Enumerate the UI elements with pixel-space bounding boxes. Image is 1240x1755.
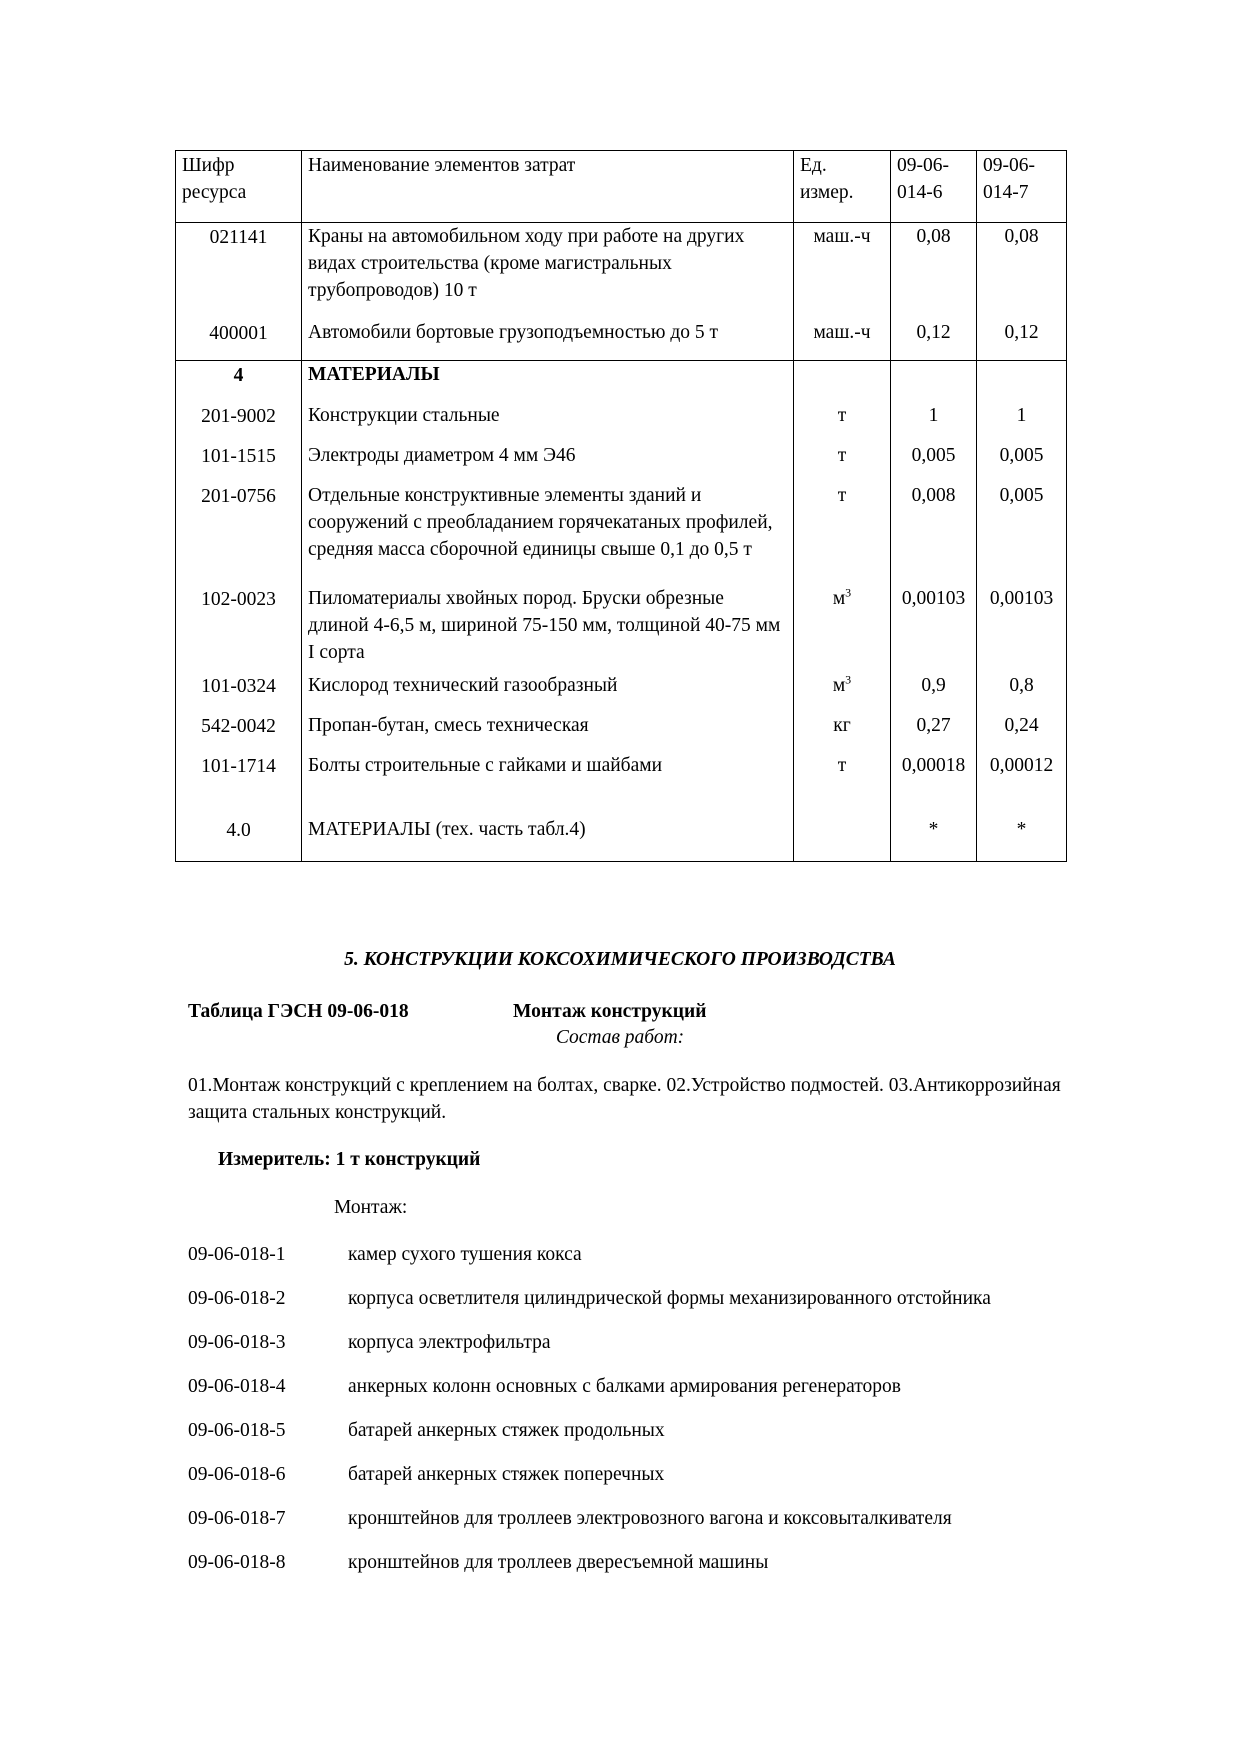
cell-name: МАТЕРИАЛЫ xyxy=(302,361,794,403)
cell-code: 201-9002 xyxy=(176,402,302,442)
cell-value-2: 0,005 xyxy=(977,442,1067,482)
cell-code: 4 xyxy=(176,361,302,403)
cell-name: Отдельные конструктивные элементы зданий и сооружений с преобладанием горячекатаных профилей, средняя масса сборочной единицы свыше 0,1 до 0,5 т xyxy=(302,482,794,585)
unit-superscript: 3 xyxy=(845,672,852,687)
cell-value-2: 0,00103 xyxy=(977,585,1067,672)
norm-item xyxy=(188,1417,1088,1461)
cell-value-1: 0,008 xyxy=(891,482,977,585)
cell-value-2: 0,00012 xyxy=(977,752,1067,816)
material-row xyxy=(176,442,1067,482)
norm-item-name: батарей анкерных стяжек продольных xyxy=(348,1420,665,1441)
cell-value-1: 0,12 xyxy=(891,319,977,361)
cell-unit: т xyxy=(794,442,891,482)
norm-item xyxy=(188,1549,1088,1593)
norm-item-code: 09-06-018-3 xyxy=(188,1332,286,1353)
norm-item-name: корпуса электрофильтра xyxy=(348,1332,551,1353)
header-unit: Ед. измер. xyxy=(794,151,891,223)
cell-code: 101-1714 xyxy=(176,752,302,816)
norm-item-code: 09-06-018-7 xyxy=(188,1508,286,1529)
table-id: Таблица ГЭСН 09-06-018 xyxy=(188,1001,409,1022)
montage-label: Монтаж: xyxy=(334,1197,408,1218)
cell-unit: т xyxy=(794,402,891,442)
cell-unit: маш.-ч xyxy=(794,319,891,361)
meter: Измеритель: 1 т конструкций xyxy=(218,1149,481,1170)
norm-item xyxy=(188,1461,1088,1505)
norm-item-name: корпуса осветлителя цилиндрической формы механизированного отстойника xyxy=(348,1288,991,1309)
cell-code: 101-1515 xyxy=(176,442,302,482)
cell-value-2: 0,24 xyxy=(977,712,1067,752)
cell-name: МАТЕРИАЛЫ (тех. часть табл.4) xyxy=(302,816,794,862)
cell-value-1 xyxy=(891,361,977,403)
norm-item-name: кронштейнов для троллеев электровозного вагона и коксовыталкивателя xyxy=(348,1508,952,1529)
cell-code: 021141 xyxy=(176,223,302,320)
norm-item-code: 09-06-018-4 xyxy=(188,1376,286,1397)
material-row xyxy=(176,672,1067,712)
header-col-1: 09-06-014-6 xyxy=(891,151,977,223)
cell-name: Конструкции стальные xyxy=(302,402,794,442)
cell-code: 400001 xyxy=(176,319,302,361)
section-title: 5. КОНСТРУКЦИИ КОКСОХИМИЧЕСКОГО ПРОИЗВОДСТВА xyxy=(344,949,896,970)
machine-row xyxy=(176,223,1067,320)
norm-item-code: 09-06-018-8 xyxy=(188,1552,286,1573)
section-row xyxy=(176,361,1067,403)
cell-code: 201-0756 xyxy=(176,482,302,585)
cell-unit xyxy=(794,816,891,862)
cell-value-1: 0,00018 xyxy=(891,752,977,816)
cell-name: Автомобили бортовые грузоподъемностью до 5 т xyxy=(302,319,794,361)
cell-value-2: 0,12 xyxy=(977,319,1067,361)
material-row xyxy=(176,752,1067,816)
material-row xyxy=(176,585,1067,672)
norm-item xyxy=(188,1285,1088,1329)
norm-item-code: 09-06-018-1 xyxy=(188,1244,286,1265)
norm-item-name: кронштейнов для троллеев двересъемной машины xyxy=(348,1552,769,1573)
cell-name: Краны на автомобильном ходу при работе на других видах строительства (кроме магистральных трубопроводов) 10 т xyxy=(302,223,794,320)
norm-item xyxy=(188,1373,1088,1417)
cell-unit: т xyxy=(794,752,891,816)
cell-name: Болты строительные с гайками и шайбами xyxy=(302,752,794,816)
cell-name: Электроды диаметром 4 мм Э46 xyxy=(302,442,794,482)
cell-code: 542-0042 xyxy=(176,712,302,752)
header-code: Шифр ресурса xyxy=(176,151,302,223)
resource-table xyxy=(175,150,1067,862)
cell-unit: маш.-ч xyxy=(794,223,891,320)
cell-value-2 xyxy=(977,361,1067,403)
works-label: Состав работ: xyxy=(555,1027,685,1048)
header-col-2: 09-06-014-7 xyxy=(977,151,1067,223)
cell-value-1: 0,00103 xyxy=(891,585,977,672)
norm-item-name: батарей анкерных стяжек поперечных xyxy=(348,1464,665,1485)
cell-value-1: 0,27 xyxy=(891,712,977,752)
norm-item xyxy=(188,1241,1088,1285)
cell-unit: $м^3$ xyxy=(794,672,891,712)
cell-value-2: * xyxy=(977,816,1067,862)
cell-code: 102-0023 xyxy=(176,585,302,672)
norm-item-code: 09-06-018-2 xyxy=(188,1288,286,1309)
cell-value-2: 0,08 xyxy=(977,223,1067,320)
material-row xyxy=(176,712,1067,752)
material-row xyxy=(176,482,1067,585)
cell-unit: кг xyxy=(794,712,891,752)
norm-item-code: 09-06-018-6 xyxy=(188,1464,286,1485)
cell-code: 4.0 xyxy=(176,816,302,862)
norm-item-name: камер сухого тушения кокса xyxy=(348,1244,582,1265)
material-row xyxy=(176,402,1067,442)
cell-unit: т xyxy=(794,482,891,585)
cell-value-2: 0,8 xyxy=(977,672,1067,712)
table-header-row xyxy=(176,151,1067,223)
machine-row xyxy=(176,319,1067,361)
cell-value-2: 1 xyxy=(977,402,1067,442)
footer-row xyxy=(176,816,1067,862)
cell-value-1: 0,9 xyxy=(891,672,977,712)
cell-unit: $м^3$ xyxy=(794,585,891,672)
norm-item-name: анкерных колонн основных с балками армирования регенераторов xyxy=(348,1376,902,1397)
cell-value-1: 0,005 xyxy=(891,442,977,482)
unit-superscript: 3 xyxy=(845,585,852,600)
cell-name: Пиломатериалы хвойных пород. Бруски обрезные длиной 4-6,5 м, шириной 75-150 мм, толщиной 40-75 мм I сорта xyxy=(302,585,794,672)
cell-value-2: 0,005 xyxy=(977,482,1067,585)
cell-name: Пропан-бутан, смесь техническая xyxy=(302,712,794,752)
table-name: Монтаж конструкций xyxy=(513,1001,707,1022)
cell-value-1: 0,08 xyxy=(891,223,977,320)
norm-items-list xyxy=(188,1241,1088,1593)
cell-name: Кислород технический газообразный xyxy=(302,672,794,712)
norm-item xyxy=(188,1505,1088,1549)
norm-item-code: 09-06-018-5 xyxy=(188,1420,286,1441)
cell-value-1: * xyxy=(891,816,977,862)
cell-code: 101-0324 xyxy=(176,672,302,712)
header-name: Наименование элементов затрат xyxy=(302,151,794,223)
norm-item xyxy=(188,1329,1088,1373)
cell-unit xyxy=(794,361,891,403)
cell-value-1: 1 xyxy=(891,402,977,442)
works-text: 01.Монтаж конструкций с креплением на болтах, сварке. 02.Устройство подмостей. 03.Антикоррозийная защита стальных конструкций. xyxy=(188,1075,1061,1123)
